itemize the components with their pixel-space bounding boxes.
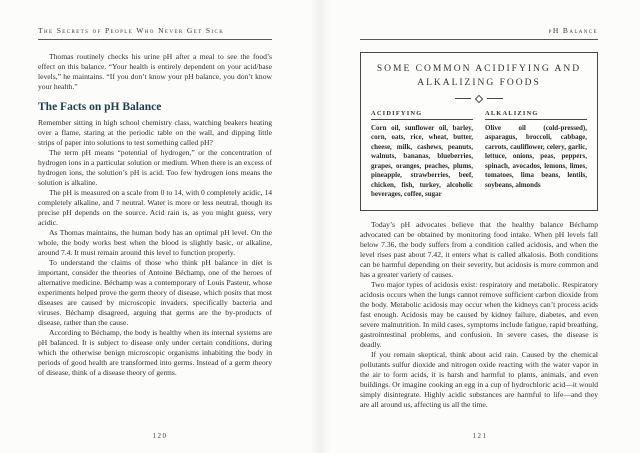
paragraph: If you remain skeptical, think about acid rain. Caused by the chemical pollutants sulfur dioxide and nitrogen oxide reacting with the water vapor in the air to form acids, it is harsh and harmful to plants, animals, and even buildings. Or imagine cooking an egg in a cup of hydrochloric acid—it would simply disintegrate. Highly acidic substances are harmful to life—and they are all around us, affecting us all the time. — [360, 349, 598, 409]
running-head-left: The Secrets of People Who Never Get Sick — [38, 26, 272, 40]
paragraph: According to Béchamp, the body is healthy when its internal systems are pH balanced. It is subject to disease only under certain conditions, during which the otherwise benign microscopic organisms inhabiting the body in periods of good health are transformed into germs. Instead of a germ theory of disease, think of a disease theory of germs. — [38, 328, 272, 378]
acidifying-food-list: Corn oil, sunflower oil, barley, corn, oats, rice, wheat, butter, cheese, milk, cashews, peanuts, walnuts, bananas, blueberries, grapes, oranges, peaches, plums, pineapple, strawberries, beef, chicken, fish, turkey, alcoholic beverages, coffee, sugar — [371, 123, 473, 199]
acidifying-column — [371, 110, 473, 200]
diamond-icon — [475, 94, 483, 102]
food-columns — [371, 110, 587, 200]
section-heading: The Facts on pH Balance — [38, 101, 162, 114]
page-number-right: 121 — [472, 432, 488, 440]
diamond-ornament-icon — [371, 96, 587, 102]
paragraph: The pH is measured on a scale from 0 to 14, with 0 completely acidic, 14 completely alkaline, and 7 neutral. Water is more or less neutral, though its precise pH depends on the source. Acid rain is, as you might guess, very acidic. — [38, 188, 272, 228]
ornament-line-left — [455, 98, 471, 99]
running-head-right: pH Balance — [360, 26, 598, 40]
left-page-body — [38, 52, 272, 378]
paragraph: Two major types of acidosis exist: respiratory and metabolic. Respiratory acidosis occurs when the lungs cannot remove sufficient carbon dioxide from the body. Metabolic acidosis may occur when the kidneys can’t process acids fast enough. Acidosis may be caused by kidney failure, diabetes, and even severe malnutrition. In mild cases, symptoms include fatigue, rapid breathing, gastrointestinal problems, and confusion. In severe cases, the disease is deadly. — [360, 279, 598, 349]
paragraph: The term pH means “potential of hydrogen,” or the concentration of hydrogen ions in a particular solution or medium. When there is an excess of hydrogen ions, the solution’s pH is acid. Too few hydrogen ions means the solution is alkaline. — [38, 148, 272, 188]
ornament-line-right — [487, 98, 503, 99]
acidifying-heading: ACIDIFYING — [371, 110, 473, 120]
right-page-body — [360, 220, 598, 410]
alkalizing-column — [485, 110, 587, 200]
page-right — [320, 0, 640, 453]
alkalizing-food-list: Olive oil (cold-pressed), asparagus, broccoli, cabbage, carrots, cauliflower, celery, garlic, lettuce, onions, peas, peppers, spinach, avocados, lemons, limes, tomatoes, lima beans, lentils, soybeans, almonds — [485, 123, 587, 189]
foods-box-title: SOME COMMON ACIDIFYING AND ALKALIZING FOODS — [376, 64, 582, 89]
paragraph: Remember sitting in high school chemistry class, watching beakers heating over a flame, staring at the periodic table on the wall, and dipping little strips of paper into solutions to test something called pH? — [38, 118, 272, 148]
paragraph: Today’s pH advocates believe that the healthy balance Béchamp advocated can be obtained by monitoring food intake. When pH levels fall below 7.36, the body suffers from a condition called acidosis, and when the level rises past about 7.42, it enters what is called alkalosis. Both conditions can be harmful depending on their severity, but acidosis is more common and has a greater variety of causes. — [360, 219, 598, 279]
page-number-left: 120 — [152, 432, 168, 440]
alkalizing-heading: ALKALIZING — [485, 110, 587, 120]
foods-callout-box — [360, 52, 598, 211]
paragraph: Thomas routinely checks his urine pH after a meal to see the food’s effect on this balance. “Your health is entirely dependent on your acid/base levels,” he maintains. “If you don’t know your pH balance, you don’t know your health.” — [38, 52, 272, 92]
paragraph: To understand the claims of those who think pH balance in diet is important, consider the theories of Antoine Béchamp, one of the heroes of alternative medicine. Béchamp was a contemporary of Louis Pasteur, whose experiments helped prove the germ theory of disease, which posits that most diseases are caused by microscopic invaders, specifically bacteria and viruses. Béchamp disagreed, arguing that germs are the by-products of disease, rather than the cause. — [38, 258, 272, 328]
paragraph: As Thomas maintains, the human body has an optimal pH level. On the whole, the body works best when the blood is slightly basic, or alkaline, around 7.4. It must remain around this level to function properly. — [38, 228, 272, 258]
